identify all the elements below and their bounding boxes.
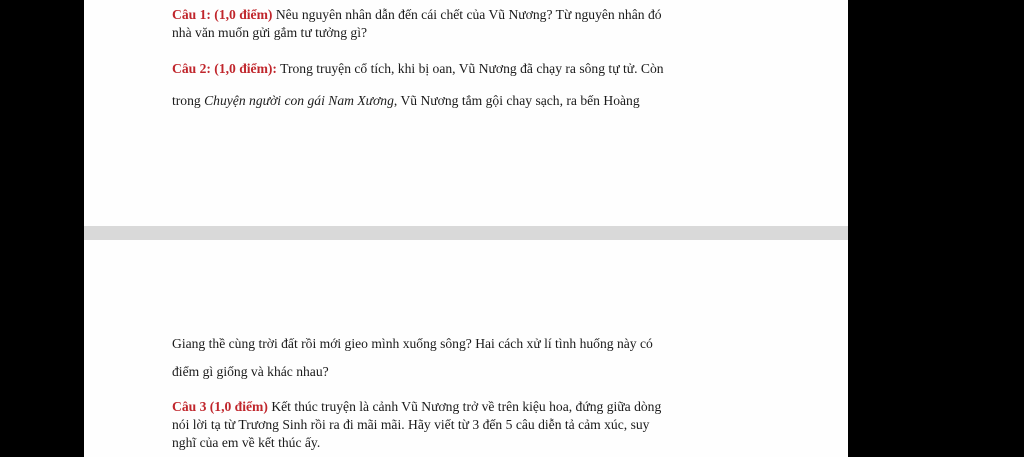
question-2-cont-line-1: Giang thề cùng trời đất rồi mới gieo mình xuống sông? Hai cách xử lí tình huống này có	[172, 336, 653, 351]
question-2-text: Trong truyện cổ tích, khi bị oan, Vũ Nương đã chạy ra sông tự tử. Còn	[276, 61, 664, 76]
question-3-label: Câu 3 (1,0 điểm)	[172, 399, 268, 414]
page-separator	[84, 226, 848, 240]
question-2	[172, 53, 772, 117]
question-1-line-2: nhà văn muốn gửi gắm tư tưởng gì?	[172, 25, 368, 40]
question-3-line-2: nói lời tạ từ Trương Sinh rồi ra đi mãi mãi. Hãy viết từ 3 đến 5 câu diễn tả cảm xúc, suy	[172, 417, 650, 432]
question-2-cont-line-2: điểm gì giống và khác nhau?	[172, 364, 329, 379]
question-2-label: Câu 2: (1,0 điểm):	[172, 61, 277, 76]
question-1-line-1	[172, 6, 772, 24]
question-1-label: Câu 1: (1,0 điểm)	[172, 7, 273, 22]
question-3-line-3: nghĩ của em về kết thúc ấy.	[172, 435, 321, 450]
question-2-line-2-pre: trong	[172, 93, 205, 108]
story-title: Chuyện người con gái Nam Xương	[204, 93, 394, 108]
question-2-line-1	[172, 53, 772, 85]
document-page-2	[84, 240, 848, 457]
question-3-text: Kết thúc truyện là cảnh Vũ Nương trở về trên kiệu hoa, đứng giữa dòng	[267, 399, 662, 414]
question-3	[172, 398, 772, 452]
question-2-continued	[172, 330, 772, 386]
question-2-line-2-post: , Vũ Nương tắm gội chay sạch, ra bến Hoàng	[393, 93, 640, 108]
question-1-text: Nêu nguyên nhân dẫn đến cái chết của Vũ Nương? Từ nguyên nhân đó	[272, 7, 662, 22]
question-2-line-2	[172, 85, 772, 117]
question-3-line-1	[172, 398, 772, 416]
question-1	[172, 6, 772, 42]
document-page-1	[84, 0, 848, 226]
